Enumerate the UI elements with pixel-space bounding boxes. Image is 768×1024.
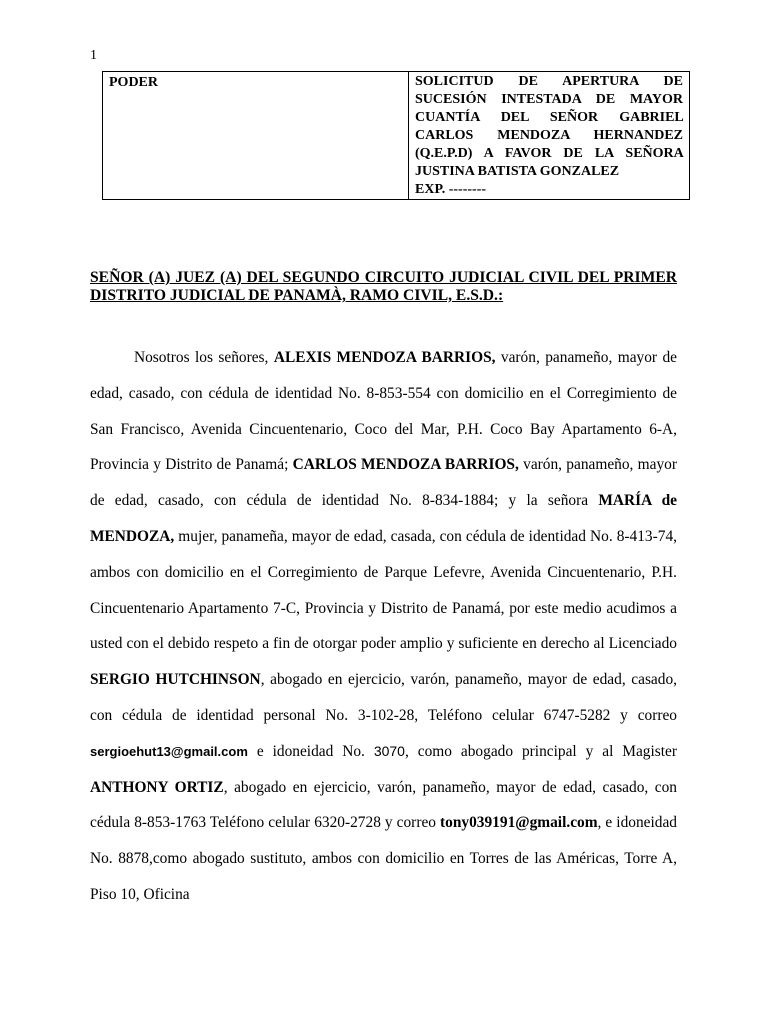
body-text-segment: mujer, panameña, mayor de edad, casada, con cédula de identidad No. 8-413-74, ambos con domicilio en el Corregimiento de Parque Lefevre, Avenida Cincuentenario, P.H. Cincuentenario Apartamento 7-C, Provincia y Distrito de Panamá, por este medio acudimos a usted con el debido respeto a fin de otorgar poder amplio y suficiente en derecho al Licenciado — [90, 527, 677, 653]
body-text-segment: varón, panameño, mayor de edad, casado, con cédula de identidad No. 8-834-1884; y la señora — [90, 456, 677, 510]
body-text-segment: Nosotros los señores, — [134, 349, 274, 366]
body-text-segment: , abogado en ejercicio, varón, panameño, mayor de edad, casado, con cédula de identidad personal No. 3-102-28, Teléfono celular 6747-5282 y correo — [90, 671, 678, 724]
grantor-name: MARÍA de MENDOZA, — [90, 492, 678, 545]
substitute-attorney-email: tony039191@gmail.com — [440, 814, 598, 832]
document-type-cell — [103, 72, 409, 200]
body-text-segment: e idoneidad No. — [247, 742, 374, 760]
case-header-table — [102, 71, 690, 200]
case-title-cell — [409, 72, 690, 200]
case-title-line: SOLICITUD DE APERTURA DE — [415, 74, 683, 89]
court-addressee: SEÑOR (A) JUEZ (A) DEL SEGUNDO CIRCUITO JUDICIAL CIVIL DEL PRIMER DISTRITO JUDICIAL DE PANAMÀ, RAMO CIVIL, E.S.D.: — [90, 269, 677, 304]
page-number: 1 — [90, 48, 97, 63]
body-text-segment: , e idoneidad No. 8878,como abogado sustituto, ambos con domicilio en Torres de las Américas, Torre A, Piso 10, Oficina — [90, 814, 677, 903]
body-text-segment: , como abogado principal y al Magister — [404, 742, 677, 760]
substitute-attorney-name: ANTHONY ORTIZ — [90, 778, 224, 796]
principal-attorney-idoneidad: 3070 — [373, 742, 405, 759]
case-file-number: EXP. -------- — [415, 182, 487, 197]
case-title-line: JUSTINA BATISTA GONZALEZ — [415, 164, 620, 179]
grantor-name: CARLOS MENDOZA BARRIOS, — [292, 456, 519, 474]
case-title-line: CUANTÍA DEL SEÑOR GABRIEL — [415, 110, 683, 125]
case-title-line: SUCESIÓN INTESTADA DE MAYOR — [415, 92, 683, 107]
body-text-segment: varón, panameño, mayor de edad, casado, con cédula de identidad No. 8-853-554 con domicilio en el Corregimiento de San Francisco, Avenida Cincuentenario, Coco del Mar, P.H. Coco Bay Apartamento 6-A, Provincia y Distrito de Panamá; — [90, 349, 678, 474]
principal-attorney-name: SERGIO HUTCHINSON — [90, 671, 261, 689]
case-title-line: (Q.E.P.D) A FAVOR DE LA SEÑORA — [415, 146, 683, 161]
body-paragraph — [90, 340, 677, 913]
grantor-name: ALEXIS MENDOZA BARRIOS, — [273, 349, 496, 366]
principal-attorney-email: sergioehut13@gmail.com — [90, 743, 248, 759]
document-type-label: PODER — [109, 75, 158, 90]
body-text-segment: , abogado en ejercicio, varón, panameño, mayor de edad, casado, con cédula 8-853-1763 Teléfono celular 6320-2728 y correo — [90, 778, 678, 832]
case-title-line: CARLOS MENDOZA HERNANDEZ — [415, 128, 683, 143]
